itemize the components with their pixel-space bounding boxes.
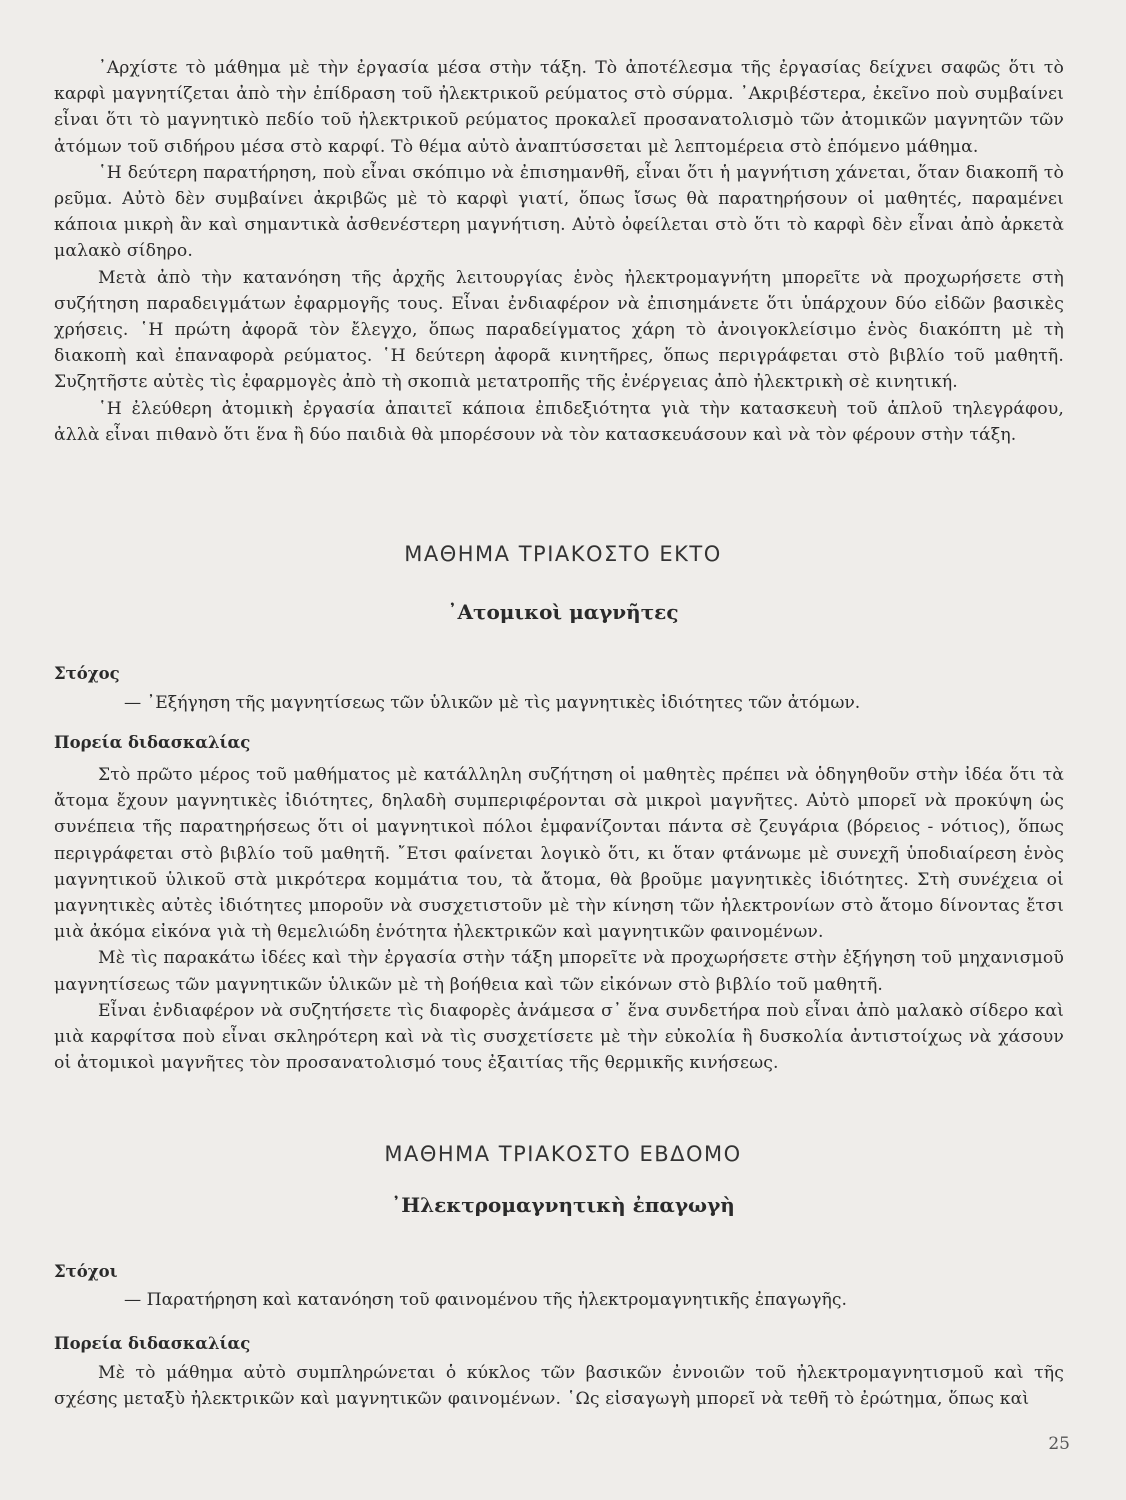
lesson-37-goal: — Παρατήρηση καὶ κατανόηση τοῦ φαινομένου τῆς ἠλεκτρομαγνητικῆς ἐπαγωγῆς.	[124, 1290, 847, 1310]
page-number: 25	[1048, 1434, 1070, 1454]
lesson-37-method-label: Πορεία διδασκαλίας	[54, 1334, 251, 1353]
lesson-36-title: ᾽Ατομικοὶ μαγνῆτες	[447, 600, 679, 624]
lesson-36-text	[54, 762, 1064, 1076]
intro-paragraph-4: ῾Η ἐλεύθερη ἀτομικὴ ἐργασία ἀπαιτεῖ κάποια ἐπιδεξιότητα γιὰ τὴν κατασκευὴ τοῦ ἁπλοῦ τηλεγράφου, ἀλλὰ εἶναι πιθανὸ ὅτι ἕνα ἢ δύο παιδιὰ θὰ μπορέσουν νὰ τὸν κατασκευάσουν καὶ νὰ τὸν φέρουν στὴν τάξη.	[54, 398, 1064, 445]
lesson-36-paragraph-2: Μὲ τὶς παρακάτω ἰδέες καὶ τὴν ἐργασία στὴν τάξη μπορεῖτε νὰ προχωρήσετε στὴν ἐξήγηση τοῦ μηχανισμοῦ μαγνητίσεως τῶν μαγνητικῶν ὑλικῶν μὲ τὴ βοήθεια καὶ τῶν εἰκόνων στὸ βιβλίο τοῦ μαθητῆ.	[54, 948, 1064, 995]
lesson-36-goal: — ᾽Εξήγηση τῆς μαγνητίσεως τῶν ὑλικῶν μὲ τὶς μαγνητικὲς ἰδιότητες τῶν ἀτόμων.	[124, 693, 861, 713]
intro-text	[54, 55, 1064, 448]
lesson-36-method-label: Πορεία διδασκαλίας	[54, 733, 251, 752]
intro-paragraph-3: Μετὰ ἀπὸ τὴν κατανόηση τῆς ἀρχῆς λειτουργίας ἑνὸς ἠλεκτρομαγνήτη μπορεῖτε νὰ προχωρήσετε στὴ συζήτηση παραδειγμάτων ἐφαρμογῆς τους. Εἶναι ἐνδιαφέρον νὰ ἐπισημάνετε ὅτι ὑπάρχουν δύο εἰδῶν βασικὲς χρήσεις. ῾Η πρώτη ἀφορᾶ τὸν ἔλεγχο, ὅπως παραδείγματος χάρη τὸ ἀνοιγοκλείσιμο ἑνὸς διακόπτη μὲ τὴ διακοπὴ καὶ ἐπαναφορὰ ρεύματος. ῾Η δεύτερη ἀφορᾶ κινητῆρες, ὅπως περιγράφεται στὸ βιβλίο τοῦ μαθητῆ. Συζητῆστε αὐτὲς τὶς ἐφαρμογὲς ἀπὸ τὴ σκοπιὰ μετατροπῆς τῆς ἐνέργειας ἀπὸ ἠλεκτρικὴ σὲ κινητική.	[54, 267, 1064, 393]
lesson-36-heading: ΜΑΘΗΜΑ ΤΡΙΑΚΟΣΤΟ ΕΚΤΟ	[404, 542, 722, 566]
lesson-37-heading: ΜΑΘΗΜΑ ΤΡΙΑΚΟΣΤΟ ΕΒΔΟΜΟ	[384, 1142, 742, 1166]
lesson-36-paragraph-1: Στὸ πρῶτο μέρος τοῦ μαθήματος μὲ κατάλληλη συζήτηση οἱ μαθητὲς πρέπει νὰ ὁδηγηθοῦν στὴν ἰδέα ὅτι τὰ ἄτομα ἔχουν μαγνητικὲς ἰδιότητες, δηλαδὴ συμπεριφέρονται σὰ μικροὶ μαγνῆτες. Αὐτὸ μπορεῖ νὰ προκύψη ὡς συνέπεια τῆς παρατηρήσεως ὅτι οἱ μαγνητικοὶ πόλοι ἐμφανίζονται πάντα σὲ ζευγάρια (βόρειος - νότιος), ὅπως περιγράφεται στὸ βιβλίο τοῦ μαθητῆ. ῎Ετσι φαίνεται λογικὸ ὅτι, κι ὅταν φτάνωμε μὲ συνεχῆ ὑποδιαίρεση ἑνὸς μαγνητικοῦ ὑλικοῦ στὰ μικρότερα κομμάτια του, τὰ ἄτομα, θὰ βροῦμε μαγνητικὲς ἰδιότητες. Στὴ συνέχεια οἱ μαγνητικὲς αὐτὲς ἰδιότητες μποροῦν νὰ συσχετιστοῦν μὲ τὴν κίνηση τῶν ἠλεκτρονίων στὸ ἄτομο δίνοντας ἔτσι μιὰ ἀκόμα εἰκόνα γιὰ τὴ θεμελιώδη ἑνότητα ἠλεκτρικῶν καὶ μαγνητικῶν φαινομένων.	[54, 765, 1064, 943]
lesson-37-text	[54, 1360, 1064, 1412]
intro-paragraph-1: ᾽Αρχίστε τὸ μάθημα μὲ τὴν ἐργασία μέσα στὴν τάξη. Τὸ ἀποτέλεσμα τῆς ἐργασίας δείχνει σαφῶς ὅτι τὸ καρφὶ μαγνητίζεται ἀπὸ τὴν ἐπίδραση τοῦ ἠλεκτρικοῦ ρεύματος στὸ σύρμα. ᾽Ακριβέστερα, ἐκεῖνο ποὺ συμβαίνει εἶναι ὅτι τὸ μαγνητικὸ πεδίο τοῦ ἠλεκτρικοῦ ρεύματος προκαλεῖ προσανατολισμὸ τῶν ἀτομικῶν μαγνητῶν τῶν ἀτόμων τοῦ σιδήρου μέσα στὸ καρφί. Τὸ θέμα αὐτὸ ἀναπτύσσεται μὲ λεπτομέρεια στὸ ἑπόμενο μάθημα.	[54, 58, 1064, 157]
lesson-37-title: ᾽Ηλεκτρομαγνητικὴ ἐπαγωγὴ	[391, 1193, 735, 1217]
lesson-36-goal-label: Στόχος	[54, 664, 120, 683]
lesson-36-paragraph-3: Εἶναι ἐνδιαφέρον νὰ συζητήσετε τὶς διαφορὲς ἀνάμεσα σ᾽ ἕνα συνδετήρα ποὺ εἶναι ἀπὸ μαλακὸ σίδερο καὶ μιὰ καρφίτσα ποὺ εἶναι σκληρότερη καὶ νὰ τὶς συσχετίσετε μὲ τὴν εὐκολία ἢ δυσκολία ἀντιστοίχως νὰ χάσουν οἱ ἀτομικοὶ μαγνῆτες τὸν προσανατολισμό τους ἐξαιτίας τῆς θερμικῆς κινήσεως.	[54, 1000, 1064, 1074]
intro-paragraph-2: ῾Η δεύτερη παρατήρηση, ποὺ εἶναι σκόπιμο νὰ ἐπισημανθῆ, εἶναι ὅτι ἡ μαγνήτιση χάνεται, ὅταν διακοπῆ τὸ ρεῦμα. Αὐτὸ δὲν συμβαίνει ἀκριβῶς μὲ τὸ καρφὶ γιατί, ὅπως ἴσως θὰ παρατηρήσουν οἱ μαθητές, παραμένει κάποια μικρὴ ἂν καὶ σημαντικὰ ἀσθενέστερη μαγνήτιση. Αὐτὸ ὀφείλεται στὸ ὅτι τὸ καρφὶ δὲν εἶναι ἀπὸ ἀρκετὰ μαλακὸ σίδηρο.	[54, 162, 1064, 262]
lesson-37-goal-label: Στόχοι	[54, 1262, 118, 1281]
lesson-37-paragraph-1: Μὲ τὸ μάθημα αὐτὸ συμπληρώνεται ὁ κύκλος τῶν βασικῶν ἐννοιῶν τοῦ ἠλεκτρομαγνητισμοῦ καὶ τῆς σχέσης μεταξὺ ἠλεκτρικῶν καὶ μαγνητικῶν φαινομένων. ῾Ως εἰσαγωγὴ μπορεῖ νὰ τεθῆ τὸ ἐρώτημα, ὅπως καὶ	[54, 1363, 1064, 1410]
